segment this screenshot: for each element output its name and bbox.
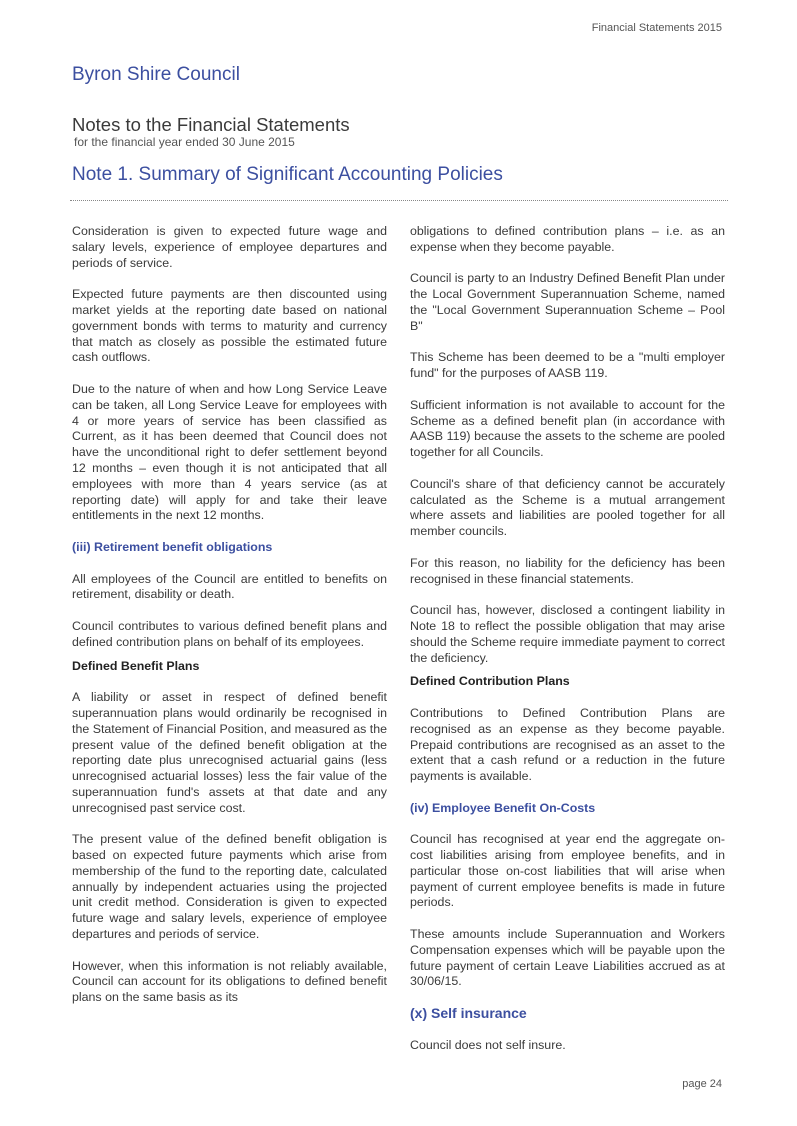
paragraph: Council contributes to various defined benefit plans and defined contribution plans on behalf of its employees. xyxy=(72,618,387,649)
running-header: Financial Statements 2015 xyxy=(591,22,722,34)
section-heading-retirement: (iii) Retirement benefit obligations xyxy=(72,539,273,554)
notes-subtitle: for the financial year ended 30 June 2015 xyxy=(74,135,295,149)
page-number: page 24 xyxy=(682,1078,722,1090)
paragraph: Council is party to an Industry Defined Benefit Plan under the Local Government Superannuation Scheme, named the "Local Government Superannuation Scheme – Pool B" xyxy=(410,271,725,333)
note-heading: Note 1. Summary of Significant Accounting Policies xyxy=(72,164,503,185)
left-column xyxy=(72,224,387,1022)
notes-title: Notes to the Financial Statements xyxy=(72,114,350,135)
paragraph: Expected future payments are then discounted using market yields at the reporting date based on national government bonds with terms to maturity and currency that match as closely as possible the estimated future cash outflows. xyxy=(72,287,387,365)
paragraph: Council has, however, disclosed a contingent liability in Note 18 to reflect the possible obligation that may arise should the Scheme require immediate payment to correct the deficiency. xyxy=(410,603,725,665)
paragraph: A liability or asset in respect of defined benefit superannuation plans would ordinarily be recognised in the Statement of Financial Position, and measured as the present value of the defined benefit obligation at the reporting date plus unrecognised actuarial gains (less unrecognised actuarial losses) less the fair value of the superannuation fund's assets at that date and any unrecognised past service cost. xyxy=(72,690,387,815)
org-name: Byron Shire Council xyxy=(72,64,240,85)
paragraph: However, when this information is not reliably available, Council can account for its obligations to defined benefit plans on the same basis as its xyxy=(72,958,387,1005)
paragraph: The present value of the defined benefit obligation is based on expected future payments which arise from membership of the fund to the reporting date, calculated annually by independent actuaries using the projected unit credit method. Consideration is given to expected future wage and salary levels, experience of employee departures and periods of service. xyxy=(72,832,387,942)
section-heading-self-insurance: (x) Self insurance xyxy=(410,1005,527,1022)
paragraph: Sufficient information is not available to account for the Scheme as a defined benefit plan (in accordance with AASB 119) because the assets to the scheme are pooled together for all Councils. xyxy=(410,397,725,460)
section-heading-defined-contribution: Defined Contribution Plans xyxy=(410,674,570,689)
right-column xyxy=(410,224,725,1069)
paragraph: All employees of the Council are entitled to benefits on retirement, disability or death. xyxy=(72,571,387,602)
paragraph: Contributions to Defined Contribution Plans are recognised as an expense as they become payable. Prepaid contributions are recognised as an asset to the extent that a cash refund or a reduction in the future payments is available. xyxy=(410,705,725,784)
paragraph: Council does not self insure. xyxy=(410,1037,566,1052)
paragraph: These amounts include Superannuation and Workers Compensation expenses which will be payable upon the future payment of certain Leave Liabilities accrued as at 30/06/15. xyxy=(410,927,725,989)
paragraph: Council has recognised at year end the aggregate on-cost liabilities arising from employee benefits, and in particular those on-cost liabilities that will arise when payment of current employee benefits is made in future periods. xyxy=(410,832,725,910)
paragraph: Due to the nature of when and how Long Service Leave can be taken, all Long Service Leave for employees with 4 or more years of service has been classified as Current, as it has been deemed that Council does not have the unconditional right to defer settlement beyond 12 months – even though it is not anticipated that all employees with more than 4 years service (as at reporting date) will apply for and take their leave entitlements in the next 12 months. xyxy=(72,381,387,523)
paragraph: For this reason, no liability for the deficiency has been recognised in these financial statements. xyxy=(410,555,725,586)
section-heading-oncosts: (iv) Employee Benefit On-Costs xyxy=(410,800,596,815)
paragraph: obligations to defined contribution plans – i.e. as an expense when they become payable. xyxy=(410,224,725,254)
paragraph: Consideration is given to expected future wage and salary levels, experience of employee departures and periods of service. xyxy=(72,224,387,270)
paragraph: Council's share of that deficiency cannot be accurately calculated as the Scheme is a mutual arrangement where assets and liabilities are pooled together for all member councils. xyxy=(410,476,725,539)
dotted-divider xyxy=(70,200,728,201)
paragraph: This Scheme has been deemed to be a "multi employer fund" for the purposes of AASB 119. xyxy=(410,350,725,381)
section-heading-defined-benefit: Defined Benefit Plans xyxy=(72,658,200,673)
